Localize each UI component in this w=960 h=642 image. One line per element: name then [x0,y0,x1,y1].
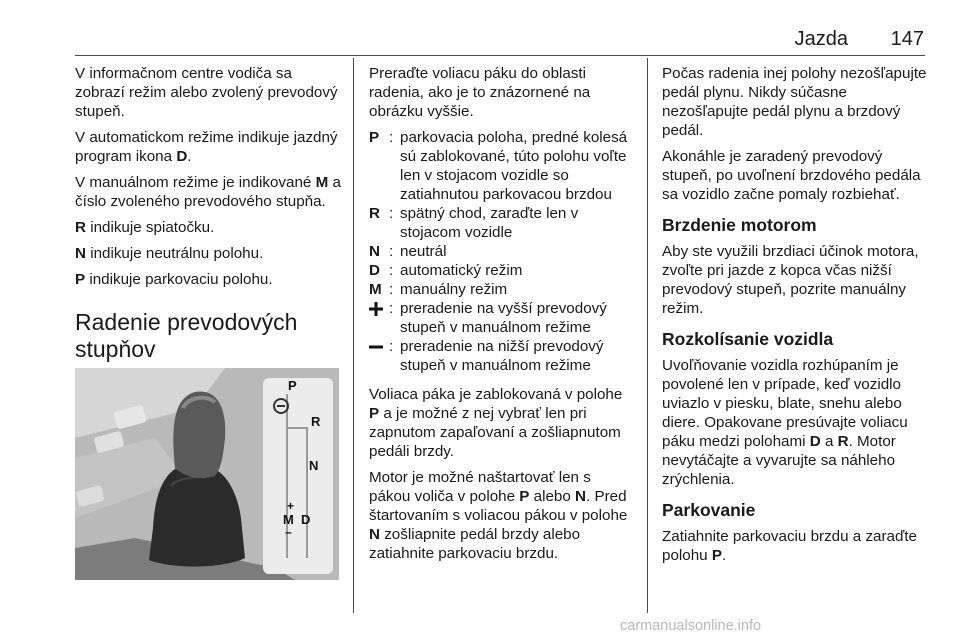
column-divider-2 [647,58,648,613]
list-item: R : spätný chod, zaraďte len v stojacom vozidle [369,205,579,241]
page-number: 147 [890,28,924,50]
list-item: D : automatický režim [369,262,523,279]
subheading-parking: Parkovanie [662,500,756,520]
paragraph: Uvoľňovanie vozidla rozhúpaním je povolené len v prípade, keď vozidlo uviazlo v piesku, blate, snehu alebo diere. Opakovane presúvajte voliacu páku medzi polohami D a R. Motor nevytáčajte a vyvarujte sa náhleho zrýchlenia. [662,357,908,488]
label-d: D [301,512,311,527]
list-item: P : parkovacia poloha, predné kolesá sú zablokované, túto polohu voľte len v stojacom vozidle so zatiahnutou parkovacou brzdou [369,129,628,203]
label-minus: – [285,525,292,539]
section-heading: Radenie prevodových stupňov [75,309,298,362]
label-m: M [283,512,294,527]
list-item: M : manuálny režim [369,281,508,298]
subheading-rocking: Rozkolísanie vozidla [662,329,834,349]
minus-icon [369,337,389,375]
label-plus: + [287,499,295,513]
paragraph: V automatickom režime indikuje jazdný program ikona D. [75,129,338,165]
page-header [0,22,960,52]
paragraph: Akonáhle je zaradený prevodový stupeň, po uvoľnení brzdového pedála sa vozidlo začne pomaly rozbiehať. [662,148,921,203]
paragraph: V manuálnom režime je indikované M a číslo zvoleného prevodového stupňa. [75,174,341,210]
column-2 [369,64,635,570]
paragraph: P indikuje parkovaciu polohu. [75,271,273,288]
gear-positions-list [369,128,635,375]
paragraph: V informačnom centre vodiča sa zobrazí režim alebo zvolený prevodový stupeň. [75,65,338,120]
paragraph: Aby ste využili brzdiaci účinok motora, zvoľte pri jazde z kopca včas nižší prevodový stupeň, pozrite manuálny režim. [662,243,919,317]
label-r: R [311,414,321,429]
column-1 [75,64,343,375]
paragraph: Preraďte voliacu páku do oblasti radenia, ako je to znázornené na obrázku vyššie. [369,65,591,120]
gear-selector-photo [75,368,339,580]
list-item: : preradenie na vyšší prevodový stupeň v manuálnom režime [369,299,635,337]
paragraph: Motor je možné naštartovať len s pákou voliča v polohe P alebo N. Pred štartovaním s voliacou pákou v polohe N zošliapnite pedál brzdy alebo zatiahnite parkovaciu brzdu. [369,469,628,562]
header-divider [75,55,925,56]
label-n: N [309,458,319,473]
subheading-engine-braking: Brzdenie motorom [662,215,817,235]
gear-selector-illustration [75,368,339,580]
section-title: Jazda [794,28,848,50]
watermark: carmanualsonline.info [620,618,762,634]
label-p: P [288,378,297,393]
paragraph: Počas radenia inej polohy nezošľapujte pedál plynu. Nikdy súčasne nezošľapujte pedál plynu a brzdový pedál. [662,65,927,139]
paragraph: R indikuje spiatočku. [75,219,215,236]
paragraph: Zatiahnite parkovaciu brzdu a zaraďte polohu P. [662,528,918,564]
column-3 [662,64,930,572]
list-item: : preradenie na nižší prevodový stupeň v manuálnom režime [369,337,635,375]
paragraph: Voliaca páka je zablokovaná v polohe P a je možné z nej vybrať len pri zapnutom zapaľovaní a zošliapnutom pedáli brzdy. [369,386,623,460]
list-item: N : neutrál [369,243,447,260]
paragraph: N indikuje neutrálnu polohu. [75,245,264,262]
column-divider-1 [353,58,354,613]
plus-icon [369,299,389,337]
